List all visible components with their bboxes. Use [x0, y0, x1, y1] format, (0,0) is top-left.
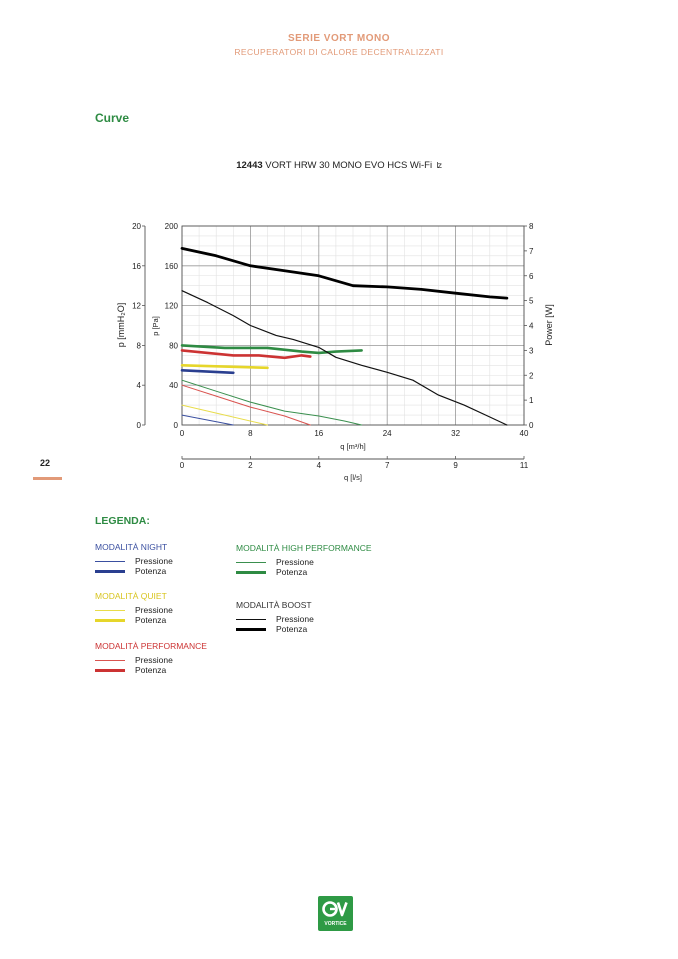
ls-tick-label: 4 — [316, 461, 322, 470]
legend-item — [236, 624, 312, 634]
ls-tick-label: 7 — [384, 461, 390, 470]
pa-tick-label: 40 — [169, 381, 178, 391]
legend-group-high-performance — [236, 543, 372, 577]
power-tick-label: 2 — [529, 371, 534, 381]
page-number: 22 — [40, 458, 51, 468]
x-tick-label: 32 — [451, 429, 461, 438]
legend-item — [95, 556, 173, 566]
legend-swatch — [236, 619, 266, 620]
legend-item — [95, 655, 207, 665]
series-line-modalit-night-potenza — [182, 370, 233, 373]
legend-item — [95, 566, 167, 576]
legend-item-label: Pressione — [276, 557, 314, 567]
power-tick-label: 6 — [529, 271, 534, 281]
x-tick-label: 40 — [519, 429, 529, 438]
ls-tick-label: 11 — [519, 461, 529, 470]
x-tick-label: 24 — [382, 429, 392, 438]
legend-swatch — [95, 619, 125, 622]
legend-item-label: Pressione — [276, 614, 314, 624]
x-tick-label: 16 — [314, 429, 324, 438]
pa-tick-label: 120 — [164, 301, 178, 311]
power-tick-label: 8 — [529, 222, 534, 231]
legend-swatch — [95, 610, 125, 611]
ls-tick-label: 9 — [453, 461, 458, 470]
legend-item — [95, 665, 207, 675]
legend-item — [95, 605, 173, 615]
x-tick-label: 0 — [179, 429, 185, 438]
legend-item — [236, 557, 372, 567]
mmh2o-tick-label: 8 — [136, 341, 141, 351]
x-axis-title: q [m³/h] — [340, 442, 366, 451]
legend-swatch — [95, 660, 125, 661]
legend-item-label: Pressione — [135, 605, 173, 615]
legend-swatch — [236, 562, 266, 563]
power-tick-label: 7 — [529, 246, 534, 256]
section-title: Curve — [95, 111, 130, 125]
legend-mode-label: MODALITÀ BOOST — [236, 600, 312, 610]
series-line-modalit-high-performance-pressione — [182, 380, 362, 425]
legend-swatch — [236, 628, 266, 631]
vortice-logo-icon — [318, 896, 353, 920]
mmh2o-tick-label: 12 — [132, 301, 141, 311]
legend-item — [236, 614, 312, 624]
x-tick-label: 8 — [248, 429, 253, 438]
power-tick-label: 1 — [529, 396, 534, 406]
legend-item-label: Pressione — [135, 655, 173, 665]
x-secondary-axis-title: q [l/s] — [344, 473, 362, 482]
logo-text: VORTICE — [324, 921, 347, 927]
legend-mode-label: MODALITÀ NIGHT — [95, 542, 168, 552]
legend-group-boost — [236, 600, 312, 634]
legend-item-label: Potenza — [135, 566, 167, 576]
power-tick-label: 5 — [529, 296, 534, 306]
legend-item-label: Potenza — [135, 665, 167, 675]
legend-title: LEGENDA: — [95, 515, 150, 527]
series-line-modalit-quiet-potenza — [182, 365, 268, 368]
legend-item — [236, 567, 372, 577]
wifi-icon: ʫ — [436, 161, 442, 170]
legend-swatch — [95, 669, 125, 672]
power-tick-label: 3 — [529, 346, 534, 356]
legend-mode-label: MODALITÀ HIGH PERFORMANCE — [236, 543, 372, 553]
mmh2o-tick-label: 4 — [136, 381, 141, 391]
legend-swatch — [95, 561, 125, 562]
series-subtitle: RECUPERATORI DI CALORE DECENTRALIZZATI — [234, 47, 444, 57]
product-code: 12443 — [236, 160, 263, 171]
legend-item-label: Potenza — [135, 615, 167, 625]
vortice-logo — [318, 896, 353, 931]
pa-tick-label: 160 — [164, 261, 178, 271]
legend-mode-label: MODALITÀ QUIET — [95, 591, 167, 601]
legend-group-quiet — [95, 591, 173, 625]
pa-tick-label: 200 — [164, 222, 178, 231]
product-name: VORT HRW 30 MONO EVO HCS Wi-Fi — [265, 160, 433, 171]
ls-tick-label: 2 — [248, 461, 253, 470]
mmh2o-tick-label: 20 — [132, 222, 141, 231]
legend-mode-label: MODALITÀ PERFORMANCE — [95, 641, 207, 651]
legend-item-label: Potenza — [276, 624, 308, 634]
pa-tick-label: 80 — [169, 341, 178, 351]
legend-group-night — [95, 542, 173, 576]
mmh2o-tick-label: 16 — [132, 261, 141, 271]
series-line-modalit-night-pressione — [182, 415, 233, 425]
y-axis-title-power: Power [W] — [544, 304, 554, 346]
mmh2o-tick-label: 0 — [136, 421, 141, 430]
ls-tick-label: 0 — [179, 461, 185, 470]
legend-item — [95, 615, 167, 625]
series-title: SERIE VORT MONO — [288, 33, 390, 44]
power-tick-label: 4 — [529, 321, 534, 331]
y-axis-title-pa: p [Pa] — [151, 316, 160, 336]
legend-item-label: Pressione — [135, 556, 173, 566]
legend-item-label: Potenza — [276, 567, 308, 577]
y-axis-title-mmh2o: p [mmH₂O] — [116, 302, 126, 348]
pa-tick-label: 0 — [173, 421, 178, 430]
legend-group-performance — [95, 641, 207, 675]
legend-swatch — [236, 571, 266, 574]
page-marker-bar — [33, 477, 62, 480]
power-tick-label: 0 — [529, 421, 534, 430]
legend-swatch — [95, 570, 125, 573]
